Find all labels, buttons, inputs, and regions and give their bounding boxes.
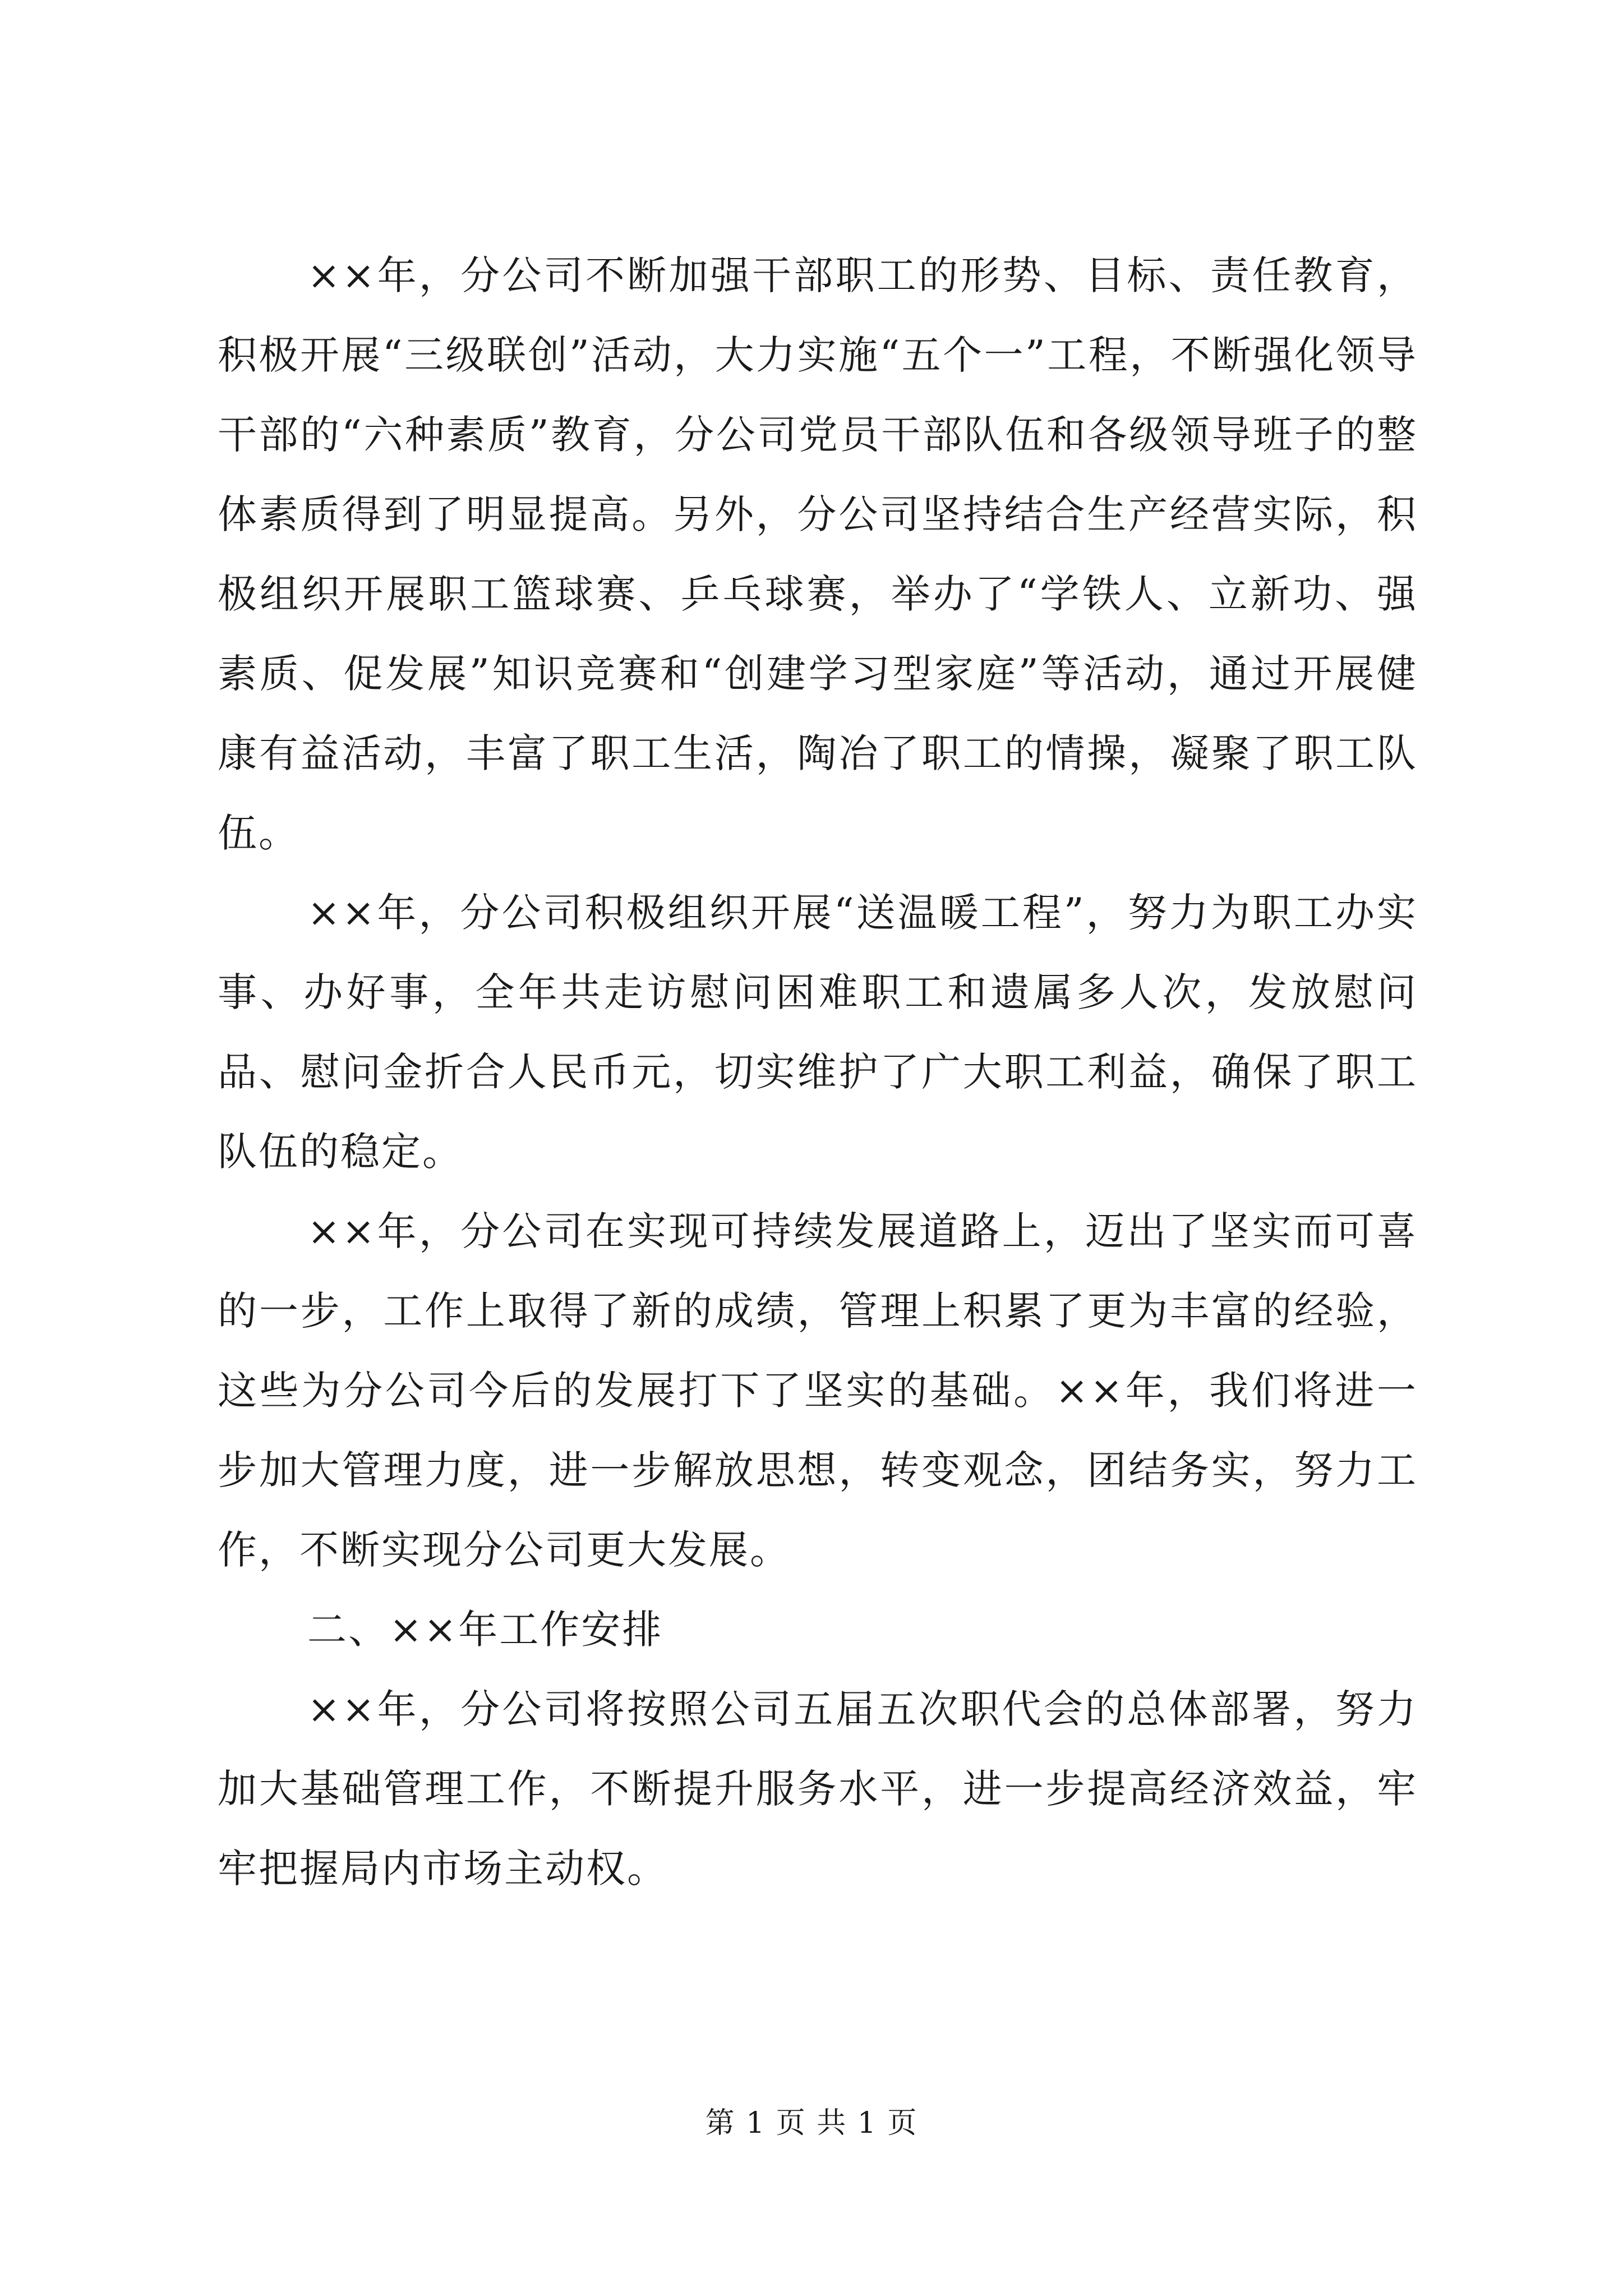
paragraph-2: ××年，分公司积极组织开展“送温暖工程”，努力为职工办实事、办好事，全年共走访慰问困难职工和遗属多人次，发放慰问品、慰问金折合人民币元，切实维护了广大职工利益，确保了职工队伍的稳定。 — [218, 890, 1418, 1175]
paragraph-1: ××年，分公司不断加强干部职工的形势、目标、责任教育，积极开展“三级联创”活动，大力实施“五个一”工程，不断强化领导干部的“六种素质”教育，分公司党员干部队伍和各级领导班子的整体素质得到了明显提高。另外，分公司坚持结合生产经营实际，积极组织开展职工篮球赛、乒乓球赛，举办了“学铁人、立新功、强素质、促发展”知识竞赛和“创建学习型家庭”等活动，通过开展健康有益活动，丰富了职工生活，陶冶了职工的情操，凝聚了职工队伍。 — [218, 252, 1418, 856]
paragraph-3: ××年，分公司在实现可持续发展道路上，迈出了坚实而可喜的一步，工作上取得了新的成绩，管理上积累了更为丰富的经验，这些为分公司今后的发展打下了坚实的基础。××年，我们将进一步加大管理力度，进一步解放思想，转变观念，团结务实，努力工作，不断实现分公司更大发展。 — [218, 1208, 1418, 1573]
section-heading: 二、××年工作安排 — [307, 1607, 663, 1653]
paragraph-4: ××年，分公司将按照公司五届五次职代会的总体部署，努力加大基础管理工作，不断提升服务水平，进一步提高经济效益，牢牢把握局内市场主动权。 — [218, 1686, 1418, 1892]
page-footer: 第 1 页 共 1 页 — [705, 2106, 918, 2140]
document-body — [218, 236, 1418, 1908]
